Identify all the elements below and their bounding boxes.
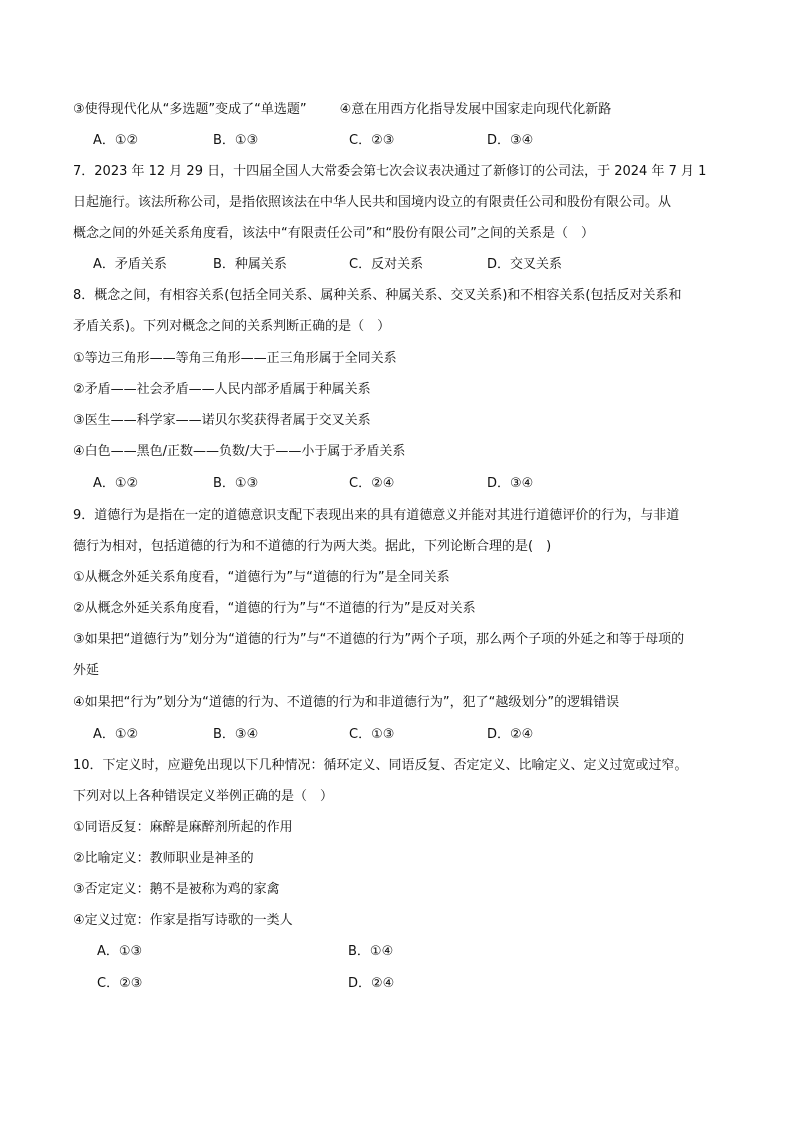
q10-item-2: ②比喻定义：教师职业是神圣的 [73, 851, 254, 866]
q10-item-1: ①同语反复：麻醉是麻醉剂所起的作用 [73, 820, 293, 835]
q8-option-d[interactable]: D．③④ [487, 476, 534, 491]
q8-stem-line-1: 8．概念之间，有相容关系(包括全同关系、属种关系、种属关系、交叉关系)和不相容关系(包括反对关系和 [73, 288, 682, 303]
q10-stem-line-2: 下列对以上各种错误定义举例正确的是（ ） [73, 789, 334, 804]
q10-option-b[interactable]: B．①④ [348, 944, 394, 959]
q6-option-b[interactable]: B．①③ [213, 133, 259, 148]
q9-option-a[interactable]: A．①② [93, 727, 139, 742]
q8-option-a[interactable]: A．①② [93, 476, 139, 491]
q8-stem-line-2: 矛盾关系)。下列对概念之间的关系判断正确的是（ ） [73, 319, 391, 334]
q9-option-d[interactable]: D．②④ [487, 727, 534, 742]
q9-item-2: ②从概念外延关系角度看，“道德的行为”与“不道德的行为”是反对关系 [73, 601, 476, 616]
q7-option-b[interactable]: B．种属关系 [213, 257, 287, 272]
q7-stem-line-2: 日起施行。该法所称公司，是指依照该法在中华人民共和国境内设立的有限责任公司和股份有限公司。从 [73, 195, 672, 210]
q10-option-a[interactable]: A．①③ [97, 944, 143, 959]
q9-stem-line-1: 9．道德行为是指在一定的道德意识支配下表现出来的具有道德意义并能对其进行道德评价的行为，与非道 [73, 508, 680, 523]
q6-option-d[interactable]: D．③④ [487, 133, 534, 148]
q8-option-b[interactable]: B．①③ [213, 476, 259, 491]
q10-stem-line-1: 10．下定义时，应避免出现以下几种情况：循环定义、同语反复、否定定义、比喻定义、定义过宽或过窄。 [73, 758, 688, 773]
q9-item-4: ④如果把“行为”划分为“道德的行为、不道德的行为和非道德行为”，犯了“越级划分”的逻辑错误 [73, 695, 620, 710]
q7-option-d[interactable]: D．交叉关系 [487, 257, 563, 272]
q9-item-1: ①从概念外延关系角度看，“道德行为”与“道德的行为”是全同关系 [73, 570, 450, 585]
q9-option-c[interactable]: C．①③ [349, 727, 395, 742]
q8-item-4: ④白色——黑色/正数——负数/大于——小于属于矛盾关系 [73, 444, 406, 459]
q9-option-b[interactable]: B．③④ [213, 727, 259, 742]
q9-stem-line-2: 德行为相对，包括道德的行为和不道德的行为两大类。据此，下列论断合理的是( ) [73, 539, 552, 554]
q10-item-3: ③否定定义：鹅不是被称为鸡的家禽 [73, 882, 280, 897]
q9-item-3: ③如果把“道德行为”划分为“道德的行为”与“不道德的行为”两个子项，那么两个子项的外延之和等于母项的 [73, 632, 685, 647]
q8-item-1: ①等边三角形——等角三角形——正三角形属于全同关系 [73, 351, 397, 366]
q6-item-4: ④意在用西方化指导发展中国家走向现代化新路 [339, 102, 612, 117]
q6-option-a[interactable]: A．①② [93, 133, 139, 148]
q8-item-2: ②矛盾——社会矛盾——人民内部矛盾属于种属关系 [73, 382, 371, 397]
q7-option-c[interactable]: C．反对关系 [349, 257, 424, 272]
q7-stem-line-1: 7．2023 年 12 月 29 日，十四届全国人大常委会第七次会议表决通过了新修订的公司法，于 2024 年 7 月 1 [73, 164, 707, 179]
q7-option-a[interactable]: A．矛盾关系 [93, 257, 167, 272]
q10-item-4: ④定义过宽：作家是指写诗歌的一类人 [73, 913, 293, 928]
q6-item-3: ③使得现代化从“多选题”变成了“单选题” [73, 102, 307, 117]
q10-option-d[interactable]: D．②④ [348, 976, 395, 991]
q8-option-c[interactable]: C．②④ [349, 476, 395, 491]
q8-item-3: ③医生——科学家——诺贝尔奖获得者属于交叉关系 [73, 413, 371, 428]
q10-option-c[interactable]: C．②③ [97, 976, 143, 991]
q6-option-c[interactable]: C．②③ [349, 133, 395, 148]
q7-stem-line-3: 概念之间的外延关系角度看，该法中“有限责任公司”和“股份有限公司”之间的关系是（ ） [73, 226, 594, 241]
q6-items-row [73, 101, 611, 119]
q9-item-3-continued: 外延 [73, 663, 100, 678]
